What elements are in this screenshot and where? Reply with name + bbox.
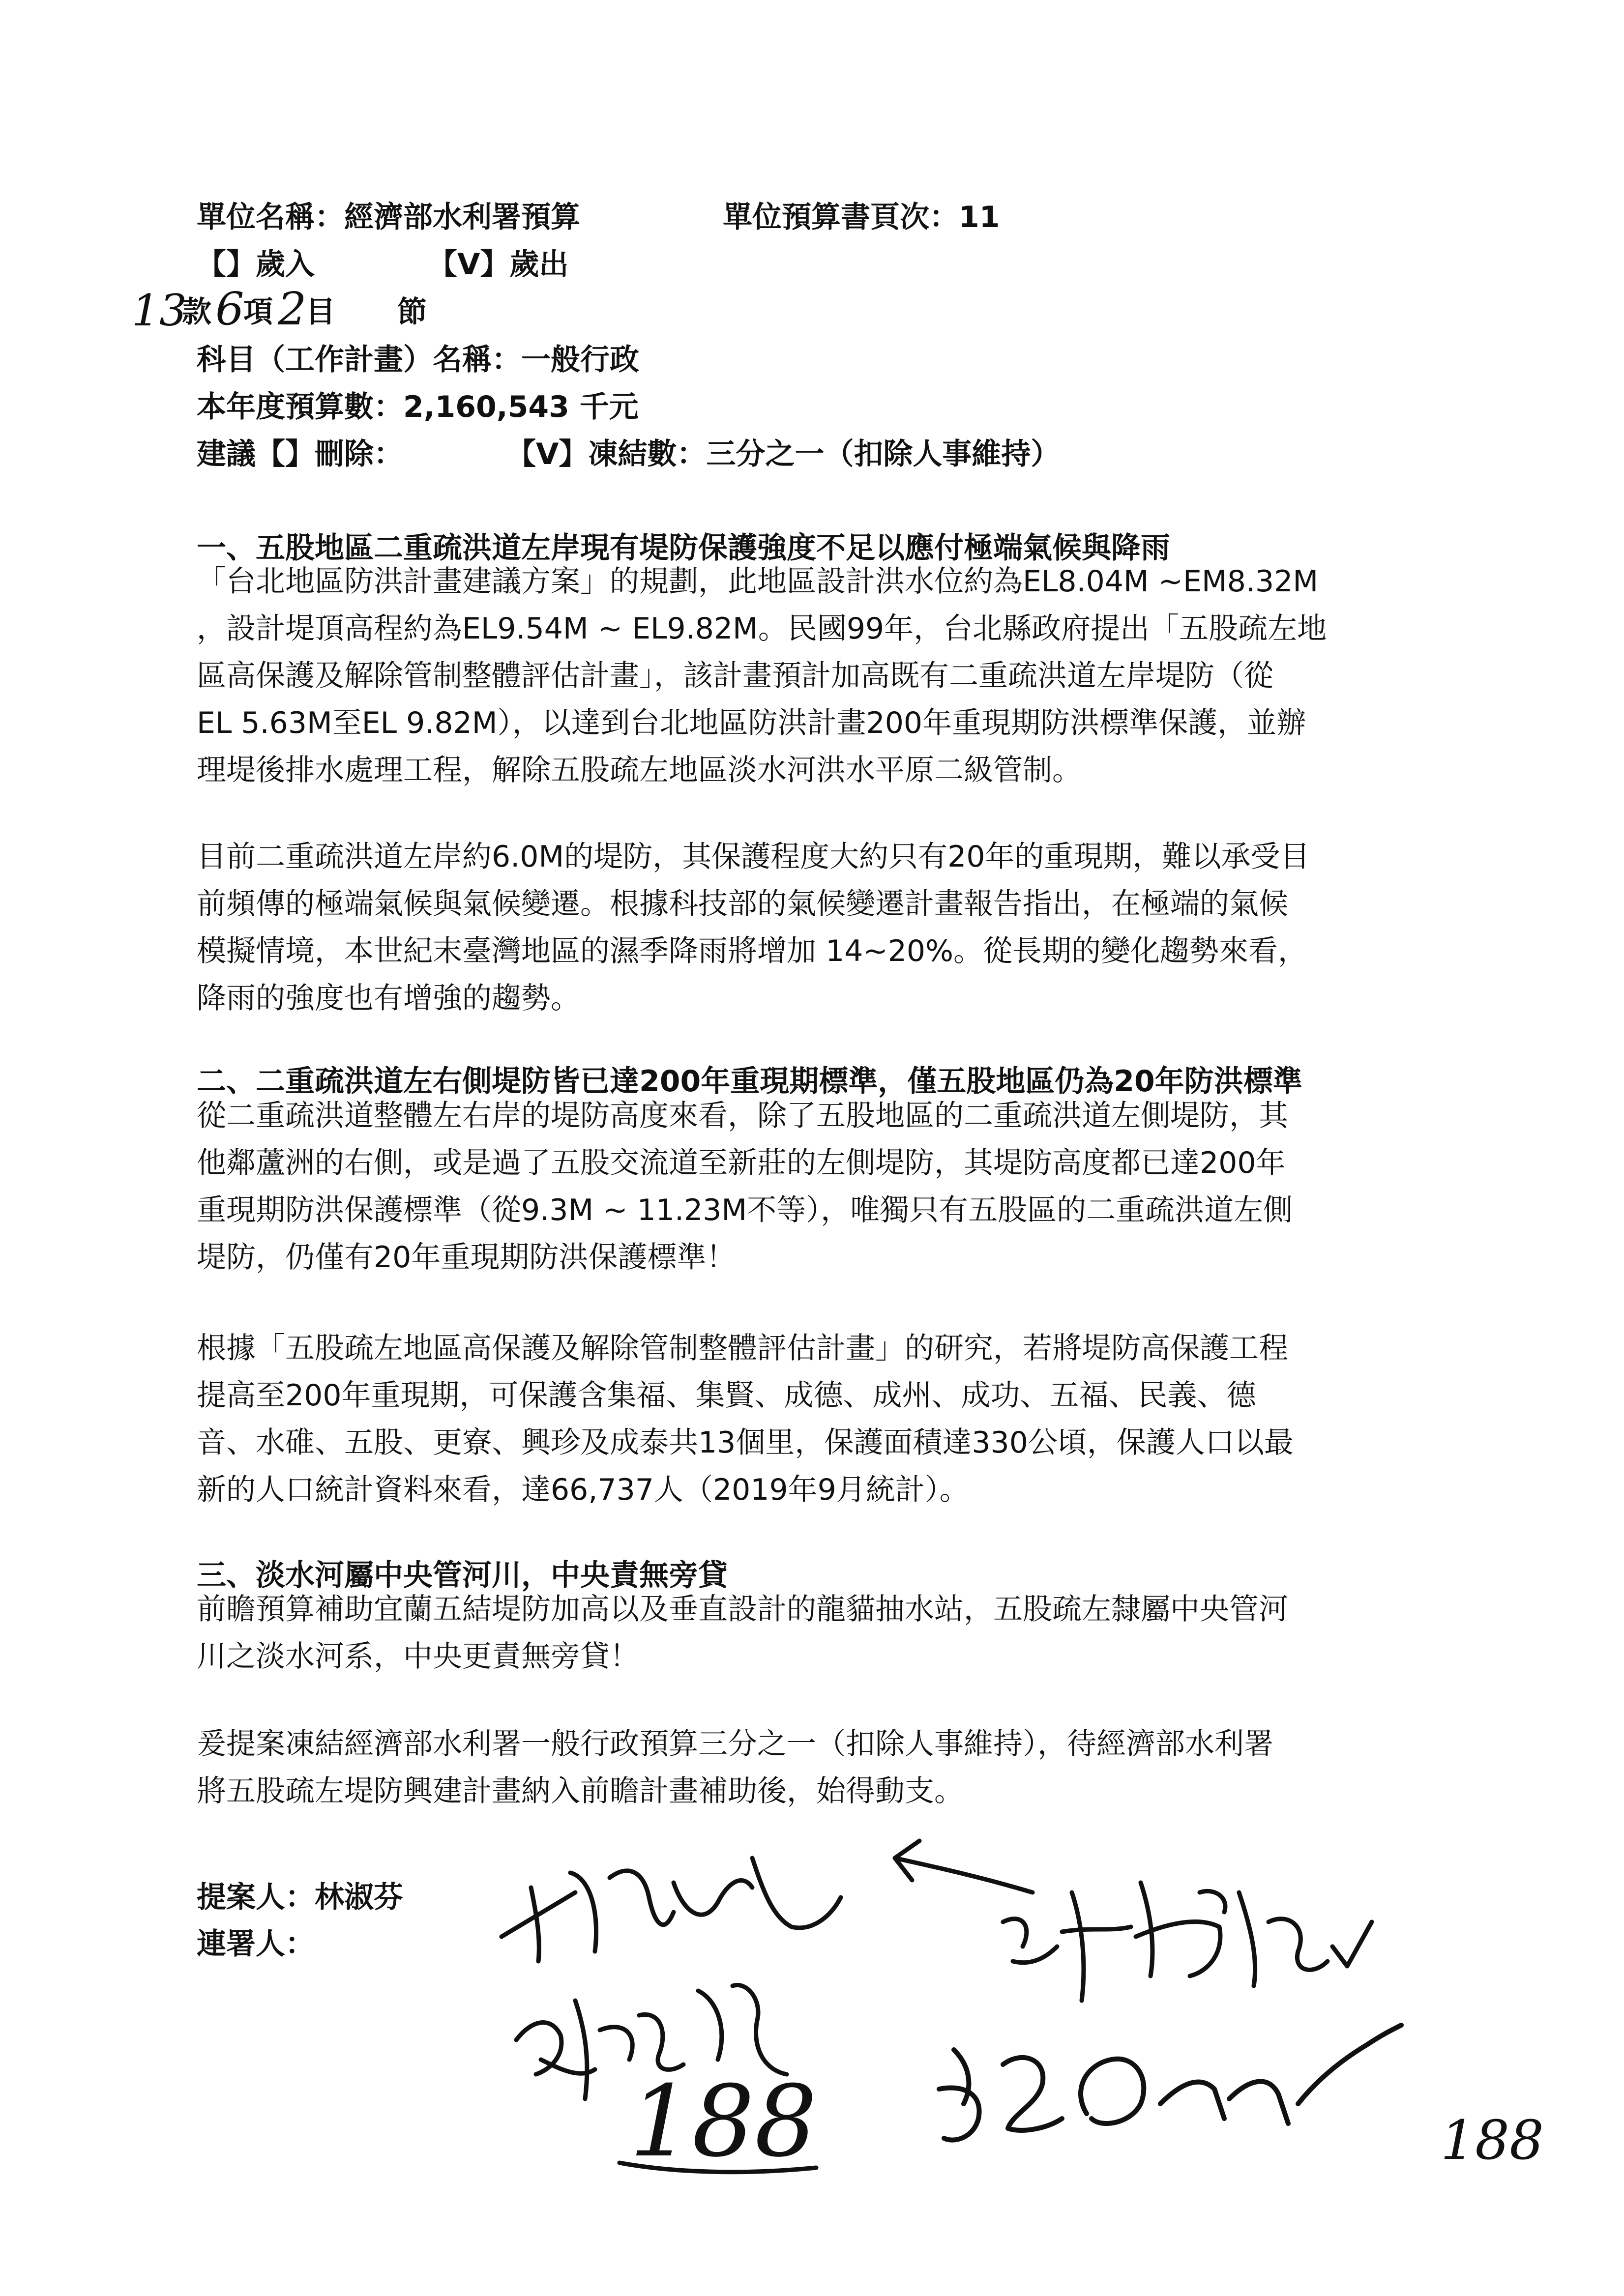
- text-line: 降雨的強度也有增強的趨勢。: [197, 981, 580, 1016]
- handwritten-signature-2: [993, 1863, 1377, 2010]
- subject-title: 科目（工作計畫）名稱：一般行政: [197, 343, 639, 377]
- revenue-checkbox: 【】歲入: [197, 247, 315, 282]
- text-line: EL 5.63M至EL 9.82M），以達到台北地區防洪計畫200年重現期防洪標準保護，並辦: [197, 706, 1306, 740]
- text-line: 從二重疏洪道整體左右岸的堤防高度來看，除了五股地區的二重疏洪道左側堤防，其: [197, 1099, 1288, 1133]
- section-1-paragraph-1: [197, 558, 1436, 794]
- text-line: 他鄰蘆洲的右側，或是過了五股交流道至新莊的左側堤防，其堤防高度都已達200年: [197, 1146, 1286, 1180]
- text-line: 音、水碓、五股、更寮、興珍及成泰共13個里，保護面積達330公頃，保護人口以最: [197, 1425, 1294, 1460]
- text-line: 前瞻預算補助宜蘭五結堤防加高以及垂直設計的龍貓抽水站，五股疏左隸屬中央管河: [197, 1592, 1288, 1627]
- text-line: 「台北地區防洪計畫建議方案」的規劃，此地區設計洪水位約為EL8.04M ~EM8.32M: [197, 564, 1319, 599]
- text-line: 理堤後排水處理工程，解除五股疏左地區淡水河洪水平原二級管制。: [197, 753, 1082, 787]
- text-line: 根據「五股疏左地區高保護及解除管制整體評估計畫」的研究，若將堤防高保護工程: [197, 1331, 1288, 1366]
- kuan-label: 款: [182, 295, 211, 329]
- xiang-number-handwritten: 6: [215, 283, 244, 335]
- text-line: ，設計堤頂高程約為EL9.54M ~ EL9.82M。民國99年，台北縣政府提出「五股疏左地: [197, 611, 1327, 646]
- section-1-paragraph-2: [197, 833, 1436, 1022]
- page-reference: 單位預算書頁次：11: [723, 200, 1000, 234]
- handwritten-number-corner: 188: [1441, 2109, 1544, 2172]
- jie-label: 節: [397, 295, 427, 329]
- proposer-label: 提案人：林淑芬: [197, 1880, 403, 1915]
- text-line: 爰提案凍結經濟部水利署一般行政預算三分之一（扣除人事維持），待經濟部水利署: [197, 1727, 1273, 1761]
- handwritten-signature-4: [924, 2005, 1406, 2163]
- cosigners-label: 連署人：: [197, 1927, 315, 1961]
- mu-label: 目: [306, 295, 335, 329]
- section-3-paragraph-1: [197, 1586, 1436, 1680]
- kuan-number-handwritten: 13: [132, 285, 187, 336]
- text-line: 提高至200年重現期，可保護含集福、集賢、成德、成州、成功、五福、民義、德: [197, 1378, 1256, 1413]
- proposal-delete: 建議【】刪除：: [197, 437, 403, 471]
- xiang-label: 項: [243, 295, 273, 329]
- handwritten-number-center: 188: [629, 2064, 817, 2179]
- text-line: 區高保護及解除管制整體評估計畫」，該計畫預計加高既有二重疏洪道左岸堤防（從: [197, 659, 1273, 693]
- section-3-paragraph-2: [197, 1720, 1436, 1815]
- handwritten-number-underline: [615, 2153, 821, 2182]
- proposal-freeze: 【V】凍結數：三分之一（扣除人事維持）: [506, 437, 1061, 471]
- text-line: 將五股疏左堤防興建計畫納入前瞻計畫補助後，始得動支。: [197, 1774, 964, 1808]
- section-2-paragraph-2: [197, 1325, 1436, 1513]
- text-line: 重現期防洪保護標準（從9.3M ~ 11.23M不等），唯獨只有五股區的二重疏洪道左側: [197, 1193, 1293, 1227]
- text-line: 川之淡水河系，中央更責無旁貸！: [197, 1639, 639, 1674]
- text-line: 模擬情境，本世紀末臺灣地區的濕季降雨將增加 14~20%。從長期的變化趨勢來看，: [197, 934, 1308, 968]
- section-2-title: 二、二重疏洪道左右側堤防皆已達200年重現期標準，僅五股地區仍為20年防洪標準: [197, 1064, 1302, 1099]
- text-line: 前頻傳的極端氣候與氣候變遷。根據科技部的氣候變遷計畫報告指出，在極端的氣候: [197, 887, 1288, 921]
- text-line: 堤防，仍僅有20年重現期防洪保護標準！: [197, 1240, 736, 1275]
- text-line: 新的人口統計資料來看，達66,737人（2019年9月統計）。: [197, 1473, 969, 1507]
- section-2-paragraph-1: [197, 1092, 1436, 1281]
- budget-amount: 本年度預算數：2,160,543 千元: [197, 390, 639, 424]
- mu-number-handwritten: 2: [278, 283, 307, 335]
- text-line: 目前二重疏洪道左岸約6.0M的堤防，其保護程度大約只有20年的重現期，難以承受目: [197, 840, 1310, 874]
- unit-name: 單位名稱：經濟部水利署預算: [197, 200, 580, 234]
- expenditure-checkbox: 【V】歲出: [428, 247, 569, 282]
- handwritten-signature-1: [497, 1843, 870, 1971]
- section-3-title: 三、淡水河屬中央管河川，中央責無旁貸: [197, 1558, 728, 1593]
- section-1-title: 一、五股地區二重疏洪道左岸現有堤防保護強度不足以應付極端氣候與降雨: [197, 531, 1170, 565]
